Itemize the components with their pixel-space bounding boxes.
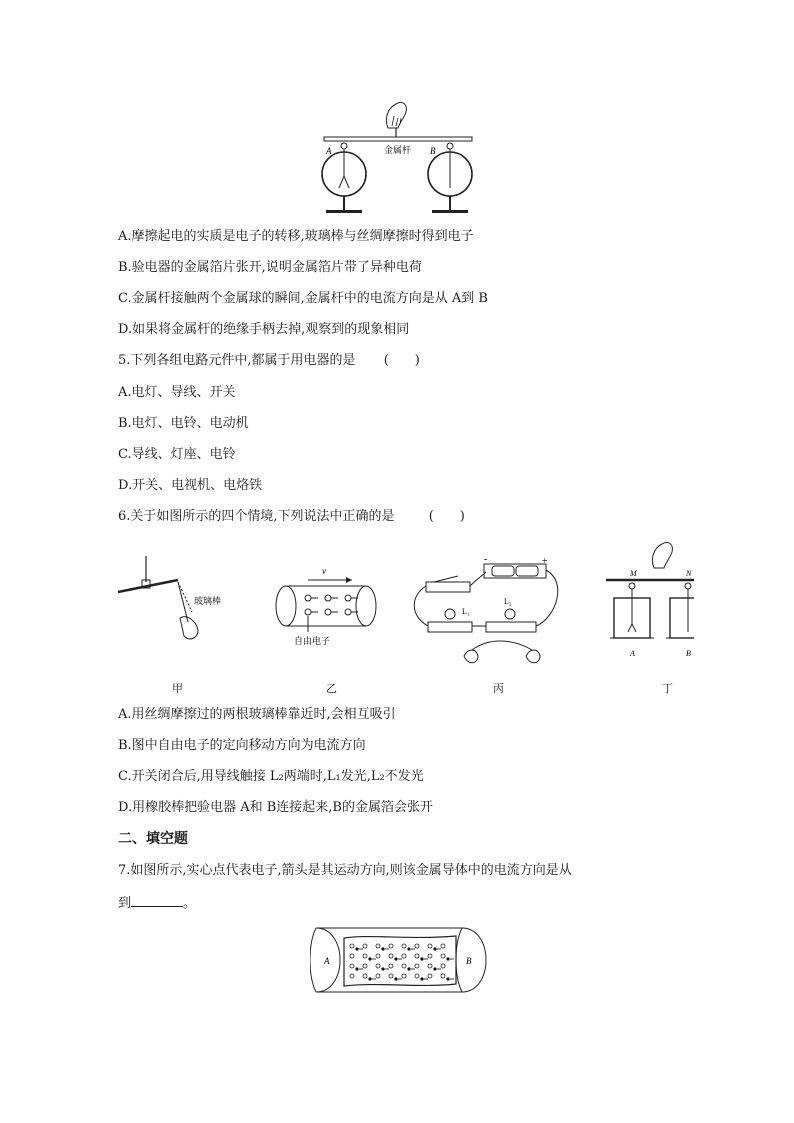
yi-label: 自由电子 bbox=[294, 636, 331, 646]
bing-l1: L₁ bbox=[462, 607, 470, 616]
answer-blank[interactable] bbox=[131, 893, 183, 907]
ding-m: M bbox=[630, 569, 637, 578]
q4-option-c: C.金属杆接触两个金属球的瞬间,金属杆中的电流方向是从 A到 B bbox=[118, 291, 488, 306]
electron bbox=[355, 947, 358, 950]
figure-conductor bbox=[310, 924, 490, 996]
electron bbox=[407, 947, 410, 950]
q7-line-2-suffix: 。 bbox=[183, 896, 197, 911]
lattice-ion bbox=[363, 974, 367, 978]
q5-option-b: B.电灯、电铃、电动机 bbox=[118, 416, 249, 431]
q7-line-2-prefix: 到 bbox=[118, 896, 132, 911]
electron bbox=[368, 957, 371, 960]
lattice-ion bbox=[441, 964, 445, 968]
lattice-ion bbox=[402, 964, 406, 968]
caption-yi: 乙 bbox=[326, 682, 337, 695]
q5-option-c: C.导线、灯座、电铃 bbox=[118, 447, 236, 462]
q7-label-b: B bbox=[466, 956, 472, 966]
lattice-ion bbox=[376, 974, 380, 978]
lattice-ion bbox=[350, 974, 354, 978]
electron bbox=[394, 977, 397, 980]
q6-option-b: B.图中自由电子的定向移动方向为电流方向 bbox=[118, 738, 366, 753]
q6-option-d: D.用橡胶棒把验电器 A和 B连接起来,B的金属箔会张开 bbox=[118, 800, 433, 815]
lattice-ion bbox=[402, 944, 406, 948]
q6-stem bbox=[118, 508, 465, 526]
section-heading: 二、填空题 bbox=[118, 831, 188, 847]
q6-stem-text: 6.关于如图所示的四个情境,下列说法中正确的是 bbox=[118, 509, 395, 524]
bing-l2: L₂ bbox=[504, 597, 512, 606]
label-a: A bbox=[326, 146, 332, 156]
lattice-ion bbox=[389, 964, 393, 968]
ding-b: B bbox=[686, 649, 691, 658]
electron bbox=[433, 947, 436, 950]
lattice-ion bbox=[402, 954, 406, 958]
figure-ding bbox=[604, 540, 694, 668]
lattice-ion bbox=[402, 974, 406, 978]
caption-ding: 丁 bbox=[662, 682, 673, 695]
lattice-ion bbox=[376, 954, 380, 958]
q4-option-d: D.如果将金属杆的绝缘手柄去掉,观察到的现象相同 bbox=[118, 322, 410, 337]
q7-label-a: A bbox=[324, 956, 330, 966]
lattice-ion bbox=[350, 964, 354, 968]
lattice-ion bbox=[415, 954, 419, 958]
lattice-ion bbox=[389, 974, 393, 978]
q5-stem-text: 5.下列各组电路元件中,都属于用电器的是 bbox=[118, 353, 356, 368]
q4-option-a: A.摩擦起电的实质是电子的转移,玻璃棒与丝绸摩擦时得到电子 bbox=[118, 229, 474, 244]
lattice-ion bbox=[415, 964, 419, 968]
q4-option-b: B.验电器的金属箔片张开,说明金属箔片带了异种电荷 bbox=[118, 260, 422, 275]
lattice-ion bbox=[428, 954, 432, 958]
label-b: B bbox=[430, 146, 436, 156]
lattice-ion bbox=[363, 964, 367, 968]
lattice-ion bbox=[350, 954, 354, 958]
electron bbox=[446, 977, 449, 980]
caption-jia: 甲 bbox=[172, 682, 183, 695]
q5-option-d: D.开关、电视机、电烙铁 bbox=[118, 478, 263, 493]
caption-bing: 丙 bbox=[493, 682, 504, 695]
lattice-ion bbox=[428, 974, 432, 978]
q5-stem bbox=[118, 352, 420, 370]
figure-electroscopes-rod bbox=[318, 96, 478, 218]
lattice-ion bbox=[415, 974, 419, 978]
electron bbox=[355, 967, 358, 970]
lattice-ion bbox=[441, 974, 445, 978]
ding-a: A bbox=[630, 649, 635, 658]
electron bbox=[381, 947, 384, 950]
q5-answer-paren: ( ) bbox=[383, 353, 420, 368]
q6-option-a: A.用丝绸摩擦过的两根玻璃棒靠近时,会相互吸引 bbox=[118, 707, 396, 722]
lattice-ion bbox=[363, 944, 367, 948]
lattice-ion bbox=[441, 954, 445, 958]
lattice-ion bbox=[389, 944, 393, 948]
lattice-ion bbox=[363, 954, 367, 958]
figure-jia bbox=[116, 552, 226, 652]
rod-label: 金属杆 bbox=[384, 145, 412, 155]
electron bbox=[394, 957, 397, 960]
figure-yi bbox=[268, 564, 388, 658]
electron bbox=[446, 957, 449, 960]
yi-label-v: v bbox=[322, 566, 326, 576]
q7-line-1: 7.如图所示,实心点代表电子,箭头是其运动方向,则该金属导体中的电流方向是从 bbox=[118, 863, 572, 878]
figure-bing bbox=[408, 552, 568, 672]
lattice-ion bbox=[441, 944, 445, 948]
bing-plus: + bbox=[542, 556, 548, 567]
electron bbox=[407, 967, 410, 970]
electron bbox=[368, 977, 371, 980]
q5-option-a: A.电灯、导线、开关 bbox=[118, 385, 236, 400]
lattice-ion bbox=[376, 944, 380, 948]
q6-answer-paren: ( ) bbox=[428, 509, 465, 524]
electron bbox=[433, 967, 436, 970]
lattice-ion bbox=[350, 944, 354, 948]
electron bbox=[420, 957, 423, 960]
q6-option-c: C.开关闭合后,用导线触接 L₂两端时,L₁发光,L₂不发光 bbox=[118, 769, 424, 784]
ding-n: N bbox=[686, 569, 692, 578]
lattice-ion bbox=[415, 944, 419, 948]
electron bbox=[381, 967, 384, 970]
q7-line-2 bbox=[118, 893, 196, 913]
lattice-ion bbox=[376, 964, 380, 968]
bing-minus: - bbox=[484, 554, 488, 565]
lattice-ion bbox=[428, 964, 432, 968]
lattice-ion bbox=[428, 944, 432, 948]
jia-label: 玻璃棒 bbox=[194, 596, 222, 606]
lattice-ion bbox=[389, 954, 393, 958]
electron bbox=[420, 977, 423, 980]
